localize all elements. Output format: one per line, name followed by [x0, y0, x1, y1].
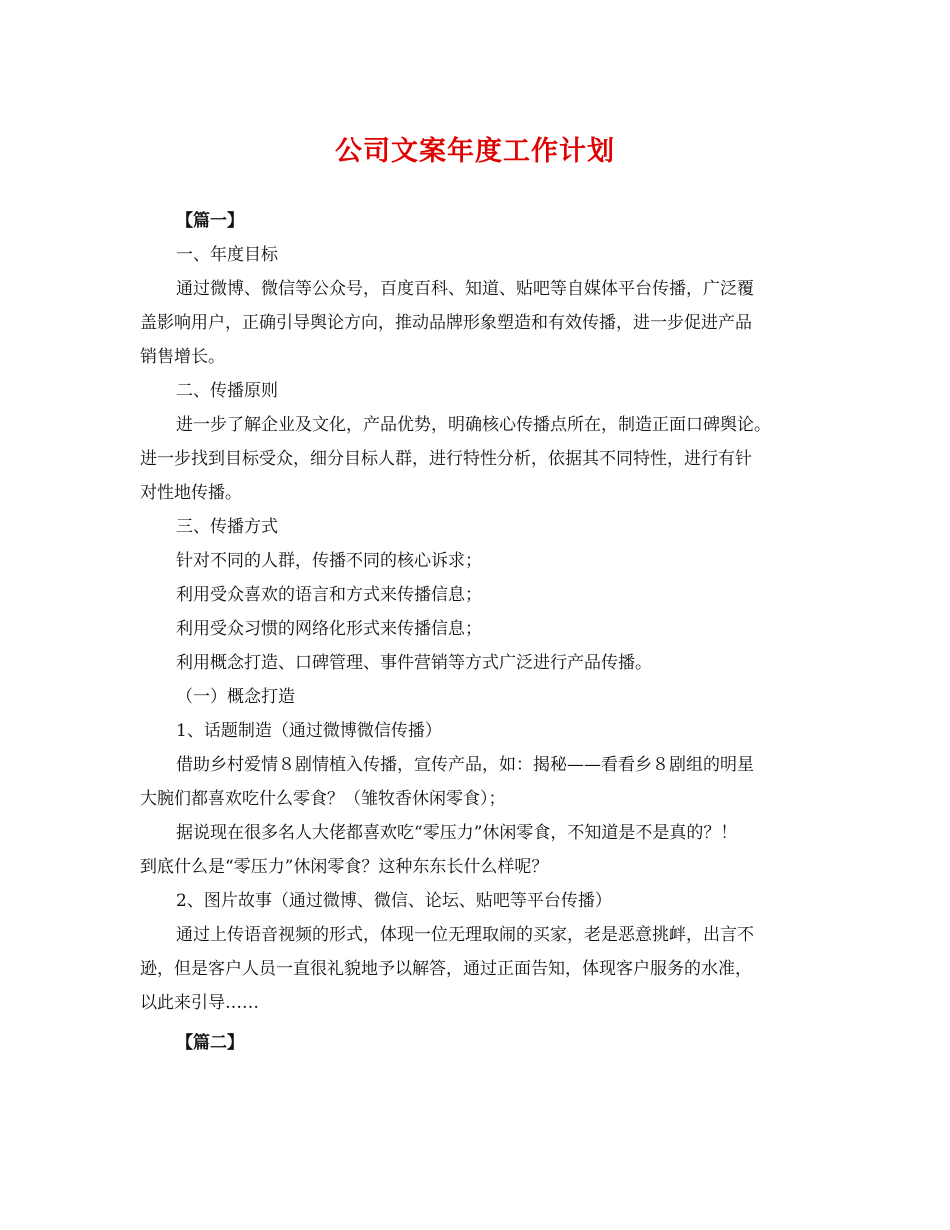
part1-heading: 【篇一】: [176, 211, 244, 231]
topic1-line3: 据说现在很多名人大佬都喜欢吃“零压力”休闲零食，不知道是不是真的？！: [176, 823, 738, 843]
topic2-heading: 2、图片故事（通过微博、微信、论坛、贴吧等平台传播）: [176, 891, 612, 911]
topic1-heading: 1、话题制造（通过微博微信传播）: [176, 721, 442, 741]
topic1-line4: 到底什么是“零压力”休闲零食？这种东东长什么样呢？: [140, 857, 549, 877]
section3-heading: 三、传播方式: [176, 517, 278, 537]
topic2-line1: 通过上传语音视频的形式，体现一位无理取闹的买家，老是恶意挑衅，出言不: [176, 925, 754, 945]
subsection1-heading: （一）概念打造: [176, 687, 295, 707]
topic2-line3: 以此来引导……: [140, 993, 259, 1013]
topic1-line1: 借助乡村爱情８剧情植入传播，宣传产品，如：揭秘——看看乡８剧组的明星: [176, 755, 754, 775]
section1-line1: 通过微博、微信等公众号，百度百科、知道、贴吧等自媒体平台传播，广泛覆: [176, 279, 754, 299]
section3-item2: 利用受众喜欢的语言和方式来传播信息；: [176, 585, 482, 605]
topic1-line2: 大腕们都喜欢吃什么零食？（雏牧香休闲零食）；: [140, 789, 506, 809]
part2-heading: 【篇二】: [176, 1033, 244, 1053]
section2-line1: 进一步了解企业及文化，产品优势，明确核心传播点所在，制造正面口碑舆论。: [176, 415, 771, 435]
section1-line2: 盖影响用户，正确引导舆论方向，推动品牌形象塑造和有效传播，进一步促进产品: [140, 313, 752, 333]
section2-line2: 进一步找到目标受众，细分目标人群，进行特性分析，依据其不同特性，进行有针: [140, 449, 752, 469]
section1-line3: 销售增长。: [140, 347, 225, 367]
section1-heading: 一、年度目标: [176, 245, 278, 265]
section3-item1: 针对不同的人群，传播不同的核心诉求；: [176, 551, 482, 571]
section3-item3: 利用受众习惯的网络化形式来传播信息；: [176, 619, 482, 639]
document-body: [140, 204, 830, 1060]
topic2-line2: 逊，但是客户人员一直很礼貌地予以解答，通过正面告知，体现客户服务的水准，: [140, 959, 752, 979]
document-title: 公司文案年度工作计划: [335, 136, 615, 167]
section3-item4: 利用概念打造、口碑管理、事件营销等方式广泛进行产品传播。: [176, 653, 652, 673]
section2-line3: 对性地传播。: [140, 483, 242, 503]
section2-heading: 二、传播原则: [176, 381, 278, 401]
